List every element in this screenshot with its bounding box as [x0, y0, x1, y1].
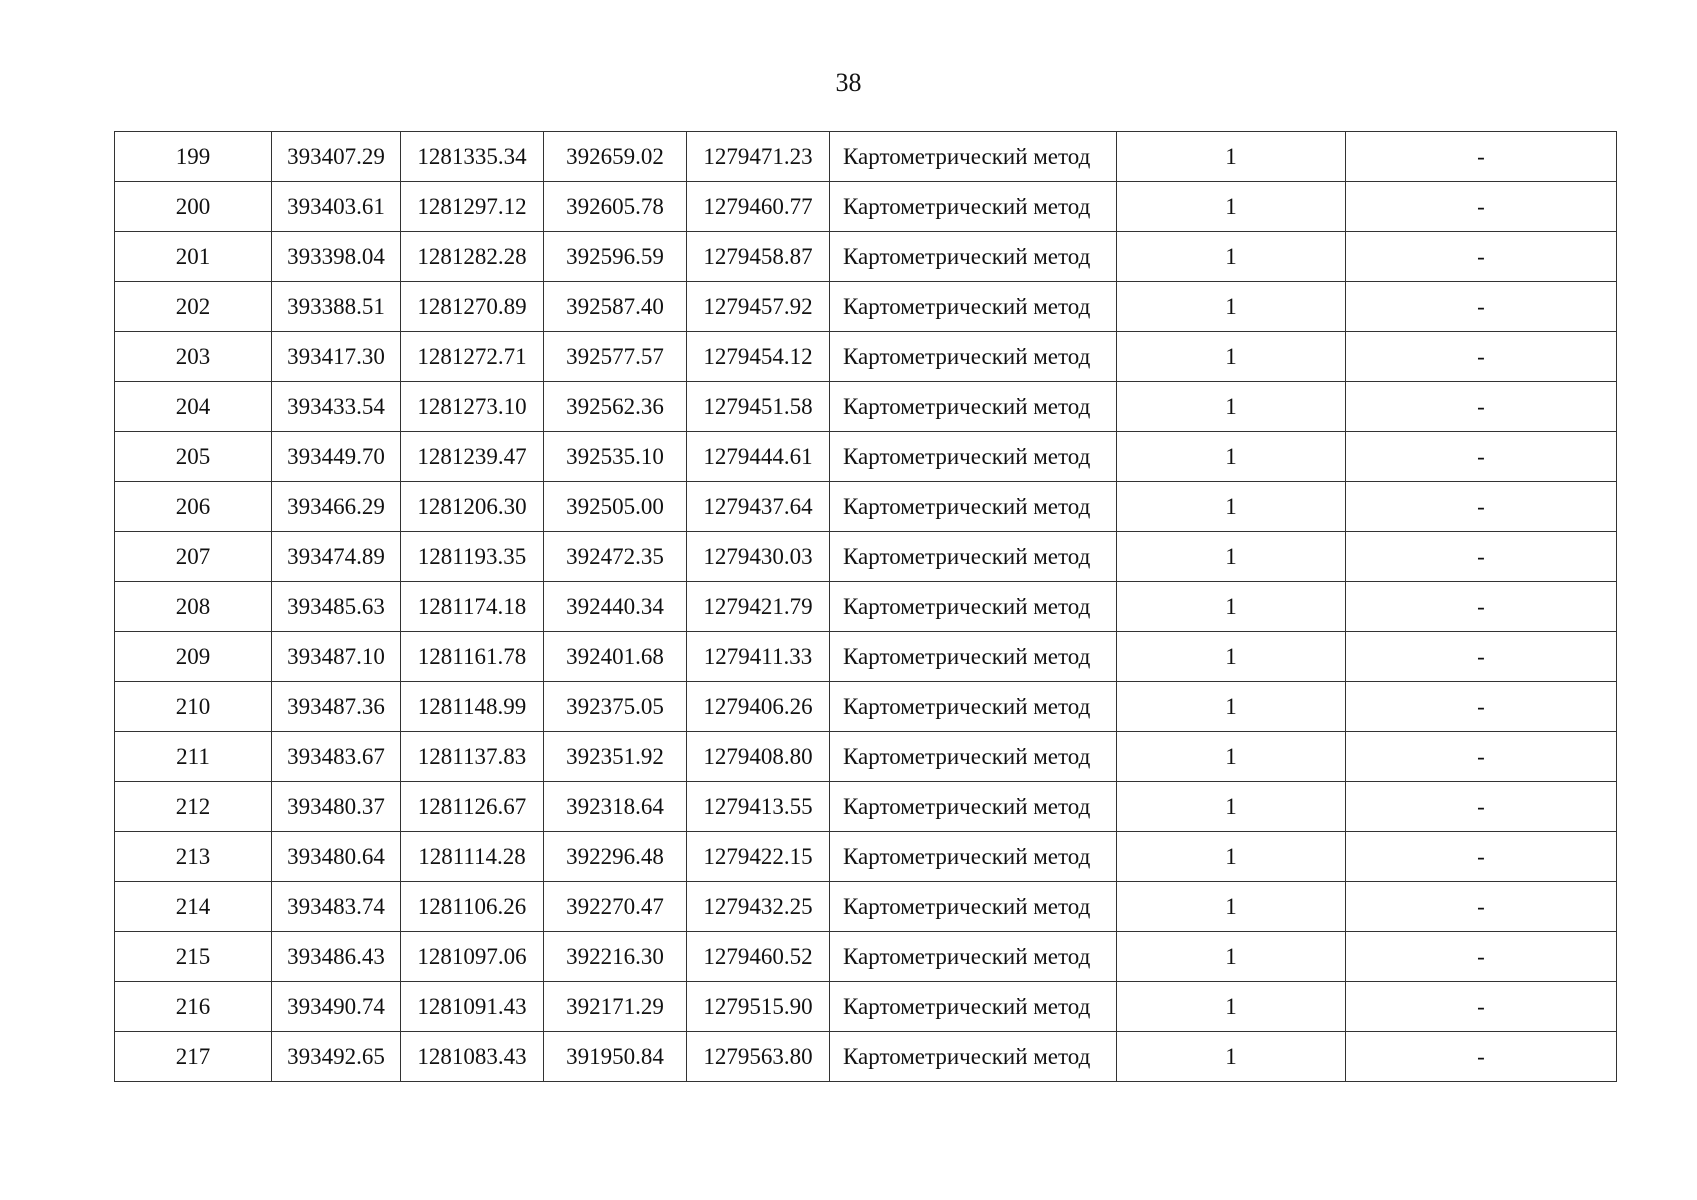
- table-row: [115, 282, 1617, 332]
- y-existing-cell: 1281148.99: [401, 682, 544, 732]
- y-new-cell: 1279408.80: [687, 732, 830, 782]
- y-new-cell: 1279457.92: [687, 282, 830, 332]
- description-cell: -: [1346, 832, 1617, 882]
- x-new-cell: 392440.34: [544, 582, 687, 632]
- x-new-cell: 392577.57: [544, 332, 687, 382]
- x-existing-cell: 393487.10: [272, 632, 401, 682]
- y-new-cell: 1279437.64: [687, 482, 830, 532]
- y-new-cell: 1279451.58: [687, 382, 830, 432]
- method-cell: Картометрический метод: [830, 982, 1117, 1032]
- y-new-cell: 1279432.25: [687, 882, 830, 932]
- method-cell: Картометрический метод: [830, 232, 1117, 282]
- x-existing-cell: 393407.29: [272, 132, 401, 182]
- point-number-cell: 208: [115, 582, 272, 632]
- method-cell: Картометрический метод: [830, 932, 1117, 982]
- x-existing-cell: 393388.51: [272, 282, 401, 332]
- accuracy-cell: 1: [1117, 382, 1346, 432]
- point-number-cell: 214: [115, 882, 272, 932]
- description-cell: -: [1346, 682, 1617, 732]
- y-existing-cell: 1281282.28: [401, 232, 544, 282]
- accuracy-cell: 1: [1117, 832, 1346, 882]
- y-new-cell: 1279444.61: [687, 432, 830, 482]
- table-row: [115, 232, 1617, 282]
- x-existing-cell: 393483.67: [272, 732, 401, 782]
- point-number-cell: 211: [115, 732, 272, 782]
- x-new-cell: 392605.78: [544, 182, 687, 232]
- y-new-cell: 1279460.52: [687, 932, 830, 982]
- method-cell: Картометрический метод: [830, 432, 1117, 482]
- y-existing-cell: 1281193.35: [401, 532, 544, 582]
- accuracy-cell: 1: [1117, 232, 1346, 282]
- method-cell: Картометрический метод: [830, 532, 1117, 582]
- accuracy-cell: 1: [1117, 432, 1346, 482]
- y-existing-cell: 1281114.28: [401, 832, 544, 882]
- x-existing-cell: 393466.29: [272, 482, 401, 532]
- y-new-cell: 1279411.33: [687, 632, 830, 682]
- x-existing-cell: 393490.74: [272, 982, 401, 1032]
- y-existing-cell: 1281335.34: [401, 132, 544, 182]
- table-row: [115, 582, 1617, 632]
- method-cell: Картометрический метод: [830, 482, 1117, 532]
- accuracy-cell: 1: [1117, 532, 1346, 582]
- page-number: 38: [835, 68, 862, 97]
- description-cell: -: [1346, 282, 1617, 332]
- table-row: [115, 632, 1617, 682]
- description-cell: -: [1346, 332, 1617, 382]
- y-existing-cell: 1281297.12: [401, 182, 544, 232]
- table-row: [115, 1032, 1617, 1082]
- method-cell: Картометрический метод: [830, 732, 1117, 782]
- description-cell: -: [1346, 382, 1617, 432]
- method-cell: Картометрический метод: [830, 832, 1117, 882]
- accuracy-cell: 1: [1117, 932, 1346, 982]
- x-existing-cell: 393480.64: [272, 832, 401, 882]
- y-new-cell: 1279413.55: [687, 782, 830, 832]
- x-new-cell: 392659.02: [544, 132, 687, 182]
- accuracy-cell: 1: [1117, 882, 1346, 932]
- y-new-cell: 1279430.03: [687, 532, 830, 582]
- y-existing-cell: 1281272.71: [401, 332, 544, 382]
- x-existing-cell: 393480.37: [272, 782, 401, 832]
- accuracy-cell: 1: [1117, 982, 1346, 1032]
- description-cell: -: [1346, 1032, 1617, 1082]
- x-new-cell: 392401.68: [544, 632, 687, 682]
- x-new-cell: 392216.30: [544, 932, 687, 982]
- method-cell: Картометрический метод: [830, 382, 1117, 432]
- method-cell: Картометрический метод: [830, 882, 1117, 932]
- accuracy-cell: 1: [1117, 182, 1346, 232]
- table-row: [115, 682, 1617, 732]
- y-new-cell: 1279515.90: [687, 982, 830, 1032]
- y-new-cell: 1279421.79: [687, 582, 830, 632]
- point-number-cell: 199: [115, 132, 272, 182]
- point-number-cell: 204: [115, 382, 272, 432]
- y-existing-cell: 1281137.83: [401, 732, 544, 782]
- accuracy-cell: 1: [1117, 732, 1346, 782]
- point-number-cell: 206: [115, 482, 272, 532]
- y-new-cell: 1279563.80: [687, 1032, 830, 1082]
- method-cell: Картометрический метод: [830, 282, 1117, 332]
- point-number-cell: 202: [115, 282, 272, 332]
- x-new-cell: 392596.59: [544, 232, 687, 282]
- x-new-cell: 392562.36: [544, 382, 687, 432]
- point-number-cell: 217: [115, 1032, 272, 1082]
- description-cell: -: [1346, 882, 1617, 932]
- table-row: [115, 882, 1617, 932]
- description-cell: -: [1346, 782, 1617, 832]
- method-cell: Картометрический метод: [830, 632, 1117, 682]
- method-cell: Картометрический метод: [830, 582, 1117, 632]
- x-existing-cell: 393403.61: [272, 182, 401, 232]
- table-body: [115, 132, 1617, 1082]
- x-existing-cell: 393483.74: [272, 882, 401, 932]
- y-new-cell: 1279458.87: [687, 232, 830, 282]
- method-cell: Картометрический метод: [830, 682, 1117, 732]
- y-existing-cell: 1281091.43: [401, 982, 544, 1032]
- accuracy-cell: 1: [1117, 582, 1346, 632]
- description-cell: -: [1346, 232, 1617, 282]
- y-existing-cell: 1281273.10: [401, 382, 544, 432]
- accuracy-cell: 1: [1117, 632, 1346, 682]
- x-new-cell: 392296.48: [544, 832, 687, 882]
- point-number-cell: 212: [115, 782, 272, 832]
- x-existing-cell: 393486.43: [272, 932, 401, 982]
- x-new-cell: 392270.47: [544, 882, 687, 932]
- y-existing-cell: 1281270.89: [401, 282, 544, 332]
- x-existing-cell: 393487.36: [272, 682, 401, 732]
- description-cell: -: [1346, 732, 1617, 782]
- description-cell: -: [1346, 132, 1617, 182]
- y-existing-cell: 1281206.30: [401, 482, 544, 532]
- accuracy-cell: 1: [1117, 282, 1346, 332]
- y-new-cell: 1279454.12: [687, 332, 830, 382]
- method-cell: Картометрический метод: [830, 782, 1117, 832]
- point-number-cell: 210: [115, 682, 272, 732]
- x-new-cell: 392505.00: [544, 482, 687, 532]
- x-existing-cell: 393417.30: [272, 332, 401, 382]
- point-number-cell: 209: [115, 632, 272, 682]
- accuracy-cell: 1: [1117, 782, 1346, 832]
- coordinates-table: [114, 131, 1617, 1082]
- x-new-cell: 392472.35: [544, 532, 687, 582]
- description-cell: -: [1346, 582, 1617, 632]
- x-existing-cell: 393449.70: [272, 432, 401, 482]
- accuracy-cell: 1: [1117, 682, 1346, 732]
- point-number-cell: 213: [115, 832, 272, 882]
- point-number-cell: 207: [115, 532, 272, 582]
- description-cell: -: [1346, 632, 1617, 682]
- x-existing-cell: 393433.54: [272, 382, 401, 432]
- table-row: [115, 982, 1617, 1032]
- table-row: [115, 832, 1617, 882]
- accuracy-cell: 1: [1117, 482, 1346, 532]
- x-existing-cell: 393474.89: [272, 532, 401, 582]
- table-row: [115, 782, 1617, 832]
- table-row: [115, 532, 1617, 582]
- y-existing-cell: 1281239.47: [401, 432, 544, 482]
- x-existing-cell: 393398.04: [272, 232, 401, 282]
- description-cell: -: [1346, 532, 1617, 582]
- y-existing-cell: 1281126.67: [401, 782, 544, 832]
- table-row: [115, 132, 1617, 182]
- table-row: [115, 382, 1617, 432]
- table-row: [115, 432, 1617, 482]
- method-cell: Картометрический метод: [830, 182, 1117, 232]
- table-row: [115, 332, 1617, 382]
- point-number-cell: 205: [115, 432, 272, 482]
- x-new-cell: 392375.05: [544, 682, 687, 732]
- point-number-cell: 215: [115, 932, 272, 982]
- y-existing-cell: 1281106.26: [401, 882, 544, 932]
- accuracy-cell: 1: [1117, 1032, 1346, 1082]
- y-new-cell: 1279422.15: [687, 832, 830, 882]
- point-number-cell: 200: [115, 182, 272, 232]
- table-row: [115, 932, 1617, 982]
- x-existing-cell: 393485.63: [272, 582, 401, 632]
- x-new-cell: 392171.29: [544, 982, 687, 1032]
- table-row: [115, 732, 1617, 782]
- accuracy-cell: 1: [1117, 132, 1346, 182]
- y-new-cell: 1279460.77: [687, 182, 830, 232]
- x-new-cell: 392535.10: [544, 432, 687, 482]
- x-new-cell: 392318.64: [544, 782, 687, 832]
- method-cell: Картометрический метод: [830, 1032, 1117, 1082]
- point-number-cell: 203: [115, 332, 272, 382]
- y-new-cell: 1279471.23: [687, 132, 830, 182]
- description-cell: -: [1346, 482, 1617, 532]
- y-existing-cell: 1281161.78: [401, 632, 544, 682]
- point-number-cell: 201: [115, 232, 272, 282]
- method-cell: Картометрический метод: [830, 332, 1117, 382]
- description-cell: -: [1346, 432, 1617, 482]
- table-row: [115, 182, 1617, 232]
- description-cell: -: [1346, 182, 1617, 232]
- accuracy-cell: 1: [1117, 332, 1346, 382]
- point-number-cell: 216: [115, 982, 272, 1032]
- description-cell: -: [1346, 932, 1617, 982]
- description-cell: -: [1346, 982, 1617, 1032]
- y-existing-cell: 1281083.43: [401, 1032, 544, 1082]
- y-existing-cell: 1281097.06: [401, 932, 544, 982]
- y-existing-cell: 1281174.18: [401, 582, 544, 632]
- y-new-cell: 1279406.26: [687, 682, 830, 732]
- x-new-cell: 391950.84: [544, 1032, 687, 1082]
- method-cell: Картометрический метод: [830, 132, 1117, 182]
- x-new-cell: 392587.40: [544, 282, 687, 332]
- x-new-cell: 392351.92: [544, 732, 687, 782]
- table-row: [115, 482, 1617, 532]
- x-existing-cell: 393492.65: [272, 1032, 401, 1082]
